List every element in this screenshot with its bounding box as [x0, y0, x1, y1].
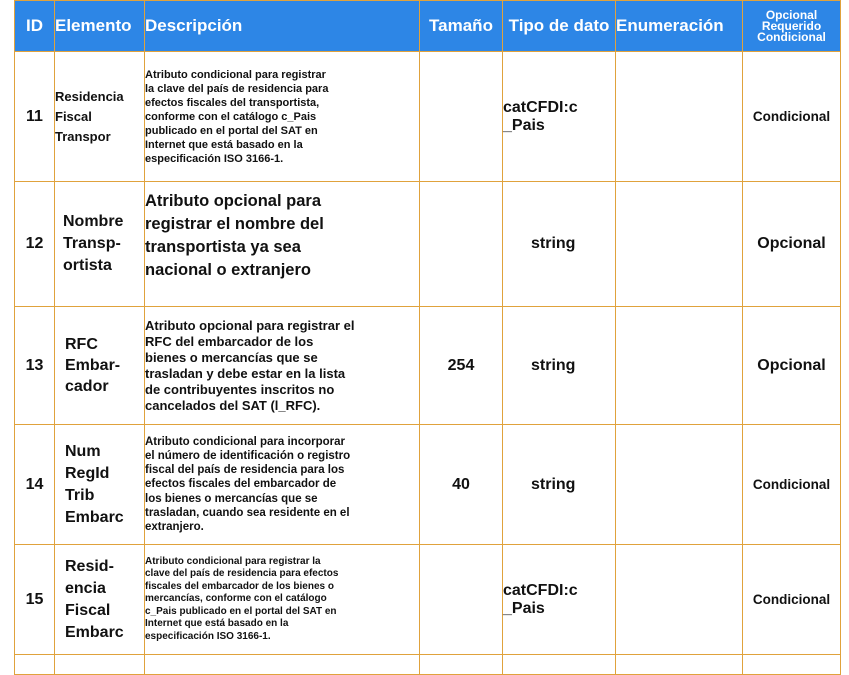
elemento-line: cador	[65, 378, 109, 395]
row-id: 15	[15, 545, 55, 655]
desc-line: de contribuyentes inscritos no	[145, 381, 335, 397]
tipo-line: string	[531, 235, 576, 252]
elemento-line: Fiscal	[55, 108, 92, 124]
table-row	[15, 425, 841, 545]
col-header-requerimiento	[743, 1, 841, 52]
tipo-line: catCFDI:c	[503, 98, 578, 116]
elemento-line: Nombre	[63, 213, 124, 230]
col-header-opcional: Opcional	[765, 7, 818, 22]
col-header-tamano: Tamaño	[420, 1, 503, 52]
table-row	[15, 307, 841, 425]
row-enumeracion	[616, 307, 743, 425]
desc-line: trasladan y debe estar en la lista	[145, 365, 346, 381]
row-requerido: Condicional	[743, 545, 841, 655]
tipo-line: string	[531, 356, 576, 374]
empty-cell	[503, 655, 616, 675]
elemento-line: Fiscal	[65, 601, 111, 619]
row-tipo	[503, 52, 616, 182]
elemento-line: ortista	[63, 257, 112, 274]
elemento-line: RFC	[65, 336, 98, 353]
elemento-line: Embar-	[65, 357, 121, 374]
elemento-line: Num	[65, 442, 101, 460]
elemento-line: Trib	[65, 486, 95, 504]
desc-line: la clave del país de residencia para	[145, 82, 329, 95]
row-enumeracion	[616, 182, 743, 307]
row-elemento	[55, 52, 145, 182]
row-descripcion	[145, 545, 420, 655]
desc-line: Atributo condicional para registrar	[145, 68, 326, 81]
desc-line: cancelados del SAT (l_RFC).	[145, 397, 321, 413]
elemento-line: RegId	[65, 464, 110, 482]
desc-line: especificación ISO 3166-1.	[145, 152, 284, 165]
desc-line: el número de identificación o registro	[145, 449, 351, 462]
desc-line: Internet que está basado en la	[145, 138, 303, 151]
col-header-requerido: Requerido	[761, 18, 822, 33]
table-row	[15, 52, 841, 182]
row-requerido: Condicional	[743, 425, 841, 545]
row-enumeracion	[616, 545, 743, 655]
row-elemento	[55, 545, 145, 655]
elemento-line: Transp-	[63, 235, 121, 252]
col-header-tipo: Tipo de dato	[503, 1, 616, 52]
row-id: 13	[15, 307, 55, 425]
elemento-line: Embarc	[65, 623, 124, 641]
row-tipo	[503, 425, 616, 545]
desc-line: los bienes o mercancías que se	[145, 492, 318, 505]
desc-line: fiscal del país de residencia para los	[145, 464, 345, 477]
elemento-line: Resid-	[65, 557, 114, 575]
elemento-line: Embarc	[65, 508, 124, 526]
row-tipo	[503, 182, 616, 307]
elemento-line: Transpor	[55, 128, 111, 144]
row-tamano	[420, 545, 503, 655]
row-descripcion	[145, 425, 420, 545]
row-elemento	[55, 182, 145, 307]
table-row	[15, 182, 841, 307]
row-enumeracion	[616, 52, 743, 182]
empty-cell	[145, 655, 420, 675]
row-descripcion	[145, 182, 420, 307]
tipo-line: _Pais	[503, 116, 545, 134]
tipo-line: catCFDI:c	[503, 581, 578, 599]
row-tamano	[420, 52, 503, 182]
desc-line: clave del país de residencia para efectos	[145, 568, 339, 580]
desc-line: publicado en el portal del SAT en	[145, 124, 318, 137]
tipo-line: _Pais	[503, 599, 545, 617]
row-id: 14	[15, 425, 55, 545]
row-enumeracion	[616, 425, 743, 545]
row-id: 12	[15, 182, 55, 307]
row-descripcion	[145, 307, 420, 425]
empty-cell	[55, 655, 145, 675]
desc-line: transportista ya sea	[145, 238, 301, 256]
empty-cell	[15, 655, 55, 675]
empty-cell	[420, 655, 503, 675]
desc-line: Atributo condicional para registrar la	[145, 556, 321, 568]
desc-line: c_Pais publicado en el portal del SAT en	[145, 605, 337, 617]
col-header-elemento: Elemento	[55, 1, 145, 52]
row-tipo	[503, 307, 616, 425]
table-row-partial	[15, 655, 841, 675]
col-header-descripcion: Descripción	[145, 1, 420, 52]
desc-line: conforme con el catálogo c_Pais	[145, 110, 317, 123]
row-requerido: Opcional	[743, 307, 841, 425]
row-tamano	[420, 182, 503, 307]
row-elemento	[55, 307, 145, 425]
desc-line: bienes o mercancías que se	[145, 349, 318, 365]
col-header-enumeracion: Enumeración	[616, 1, 743, 52]
desc-line: trasladan, cuando sea residente en el	[145, 506, 350, 519]
row-requerido: Condicional	[743, 52, 841, 182]
desc-line: extranjero.	[145, 521, 204, 533]
row-tamano: 254	[420, 307, 503, 425]
row-descripcion	[145, 52, 420, 182]
desc-line: efectos fiscales del embarcador de	[145, 478, 337, 491]
desc-line: especificación ISO 3166-1.	[145, 630, 271, 642]
desc-line: Atributo opcional para	[145, 192, 322, 210]
desc-line: Atributo opcional para registrar el	[145, 317, 355, 333]
empty-cell	[743, 655, 841, 675]
desc-line: mercancías, conforme con el catálogo	[145, 593, 327, 605]
spec-table	[14, 0, 841, 675]
row-tamano: 40	[420, 425, 503, 545]
row-id: 11	[15, 52, 55, 182]
elemento-line: encia	[65, 579, 106, 597]
header-row	[15, 1, 841, 52]
tipo-line: string	[531, 475, 576, 493]
empty-cell	[616, 655, 743, 675]
col-header-condicional: Condicional	[757, 29, 826, 44]
desc-line: efectos fiscales del transportista,	[145, 96, 320, 109]
elemento-line: Residencia	[55, 88, 124, 104]
col-header-id: ID	[15, 1, 55, 52]
desc-line: registrar el nombre del	[145, 215, 324, 233]
desc-line: RFC del embarcador de los	[145, 333, 314, 349]
desc-line: nacional o extranjero	[145, 261, 311, 279]
row-requerido: Opcional	[743, 182, 841, 307]
table-row	[15, 545, 841, 655]
desc-line: fiscales del embarcador de los bienes o	[145, 580, 334, 592]
row-tipo	[503, 545, 616, 655]
row-elemento	[55, 425, 145, 545]
desc-line: Internet que está basado en la	[145, 618, 289, 630]
desc-line: Atributo condicional para incorporar	[145, 435, 345, 448]
